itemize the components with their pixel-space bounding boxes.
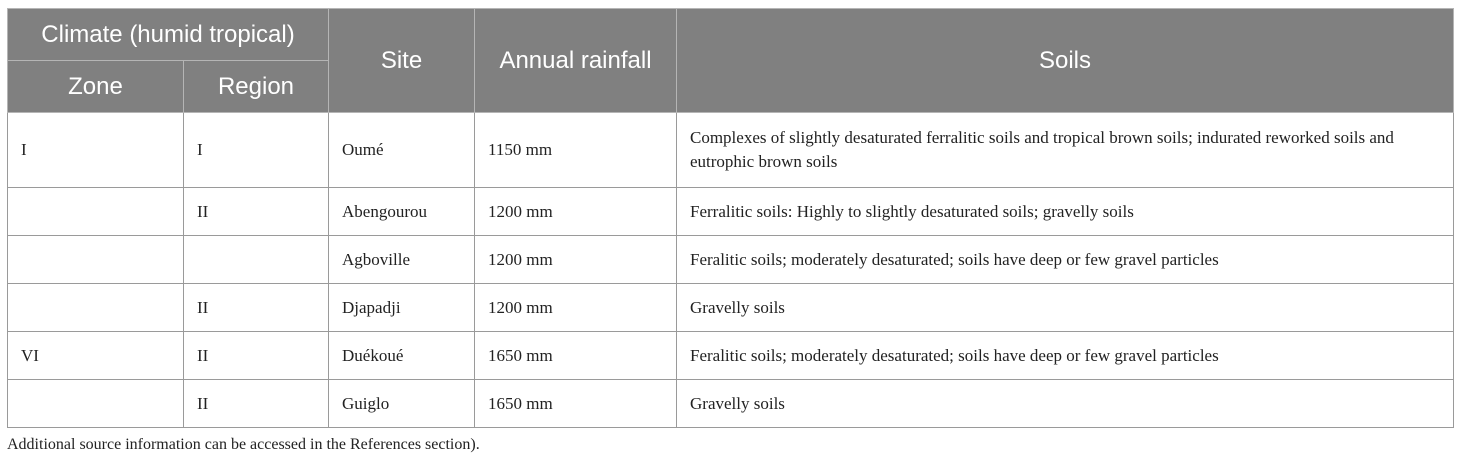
- header-climate-group: Climate (humid tropical): [8, 9, 329, 61]
- header-soils: Soils: [677, 9, 1454, 113]
- cell-soils: Ferralitic soils: Highly to slightly desaturated soils; gravelly soils: [677, 188, 1454, 236]
- cell-zone: I: [8, 113, 184, 188]
- table-row: [8, 236, 1454, 284]
- cell-region: [184, 236, 329, 284]
- cell-site: Oumé: [329, 113, 475, 188]
- cell-site: Duékoué: [329, 332, 475, 380]
- header-zone: Zone: [8, 61, 184, 113]
- cell-region: II: [184, 332, 329, 380]
- cell-soils: Feralitic soils; moderately desaturated; soils have deep or few gravel particles: [677, 236, 1454, 284]
- cell-site: Agboville: [329, 236, 475, 284]
- cell-region: II: [184, 380, 329, 428]
- cell-site: Abengourou: [329, 188, 475, 236]
- cell-zone: VI: [8, 332, 184, 380]
- cell-site: Djapadji: [329, 284, 475, 332]
- cell-region: II: [184, 188, 329, 236]
- cell-soils: Feralitic soils; moderately desaturated; soils have deep or few gravel particles: [677, 332, 1454, 380]
- cell-rainfall: 1650 mm: [475, 332, 677, 380]
- cell-soils: Gravelly soils: [677, 284, 1454, 332]
- cell-zone: [8, 188, 184, 236]
- header-region: Region: [184, 61, 329, 113]
- cell-zone: [8, 380, 184, 428]
- table-row: [8, 113, 1454, 188]
- data-table-container: [7, 8, 1453, 428]
- table-row: [8, 188, 1454, 236]
- climate-soils-table: [7, 8, 1454, 428]
- table-body: [8, 113, 1454, 428]
- cell-rainfall: 1650 mm: [475, 380, 677, 428]
- cell-soils: Complexes of slightly desaturated ferralitic soils and tropical brown soils; indurated reworked soils and eutrophic brown soils: [677, 113, 1454, 188]
- table-row: [8, 332, 1454, 380]
- cell-region: I: [184, 113, 329, 188]
- cell-zone: [8, 284, 184, 332]
- table-footnote: Additional source information can be accessed in the References section).: [7, 436, 480, 453]
- cell-rainfall: 1200 mm: [475, 188, 677, 236]
- cell-rainfall: 1200 mm: [475, 236, 677, 284]
- cell-soils: Gravelly soils: [677, 380, 1454, 428]
- header-row-1: [8, 9, 1454, 61]
- header-annual-rainfall: Annual rainfall: [475, 9, 677, 113]
- header-site: Site: [329, 9, 475, 113]
- cell-rainfall: 1200 mm: [475, 284, 677, 332]
- cell-zone: [8, 236, 184, 284]
- table-row: [8, 380, 1454, 428]
- cell-region: II: [184, 284, 329, 332]
- cell-site: Guiglo: [329, 380, 475, 428]
- table-row: [8, 284, 1454, 332]
- table-header: [8, 9, 1454, 113]
- cell-rainfall: 1150 mm: [475, 113, 677, 188]
